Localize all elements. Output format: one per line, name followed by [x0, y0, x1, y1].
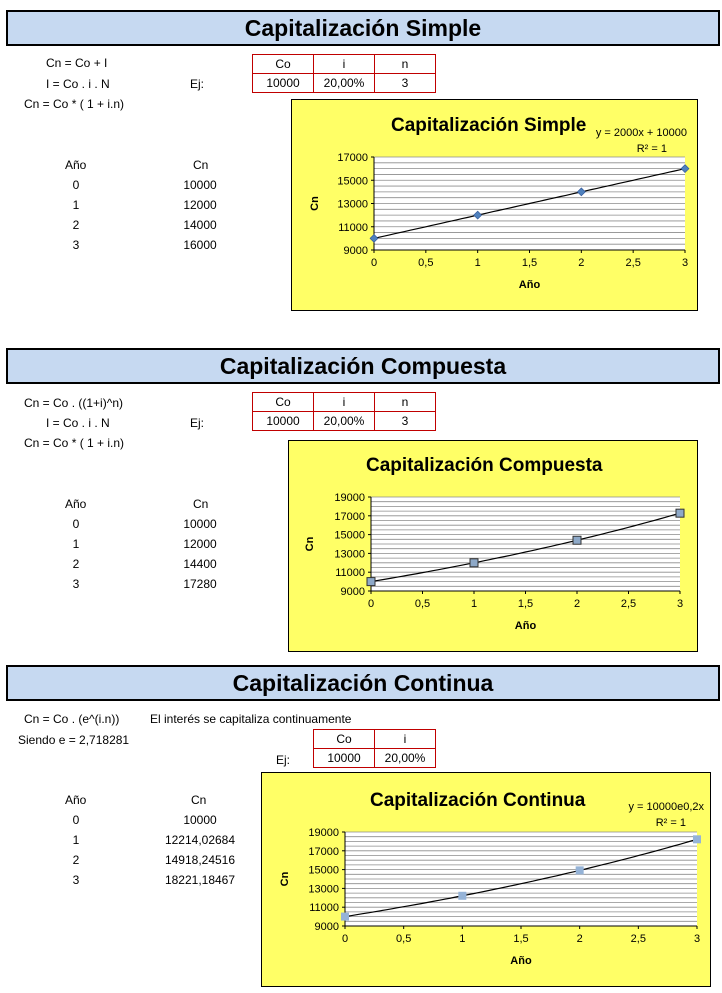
y-tick-label: 19000 [308, 827, 339, 839]
table-header-cn: Cn [193, 158, 209, 172]
trendline-r2: R² = 1 [636, 143, 667, 155]
params-table [313, 729, 436, 768]
param-value: 3 [375, 74, 436, 93]
table-header-cn: Cn [193, 497, 209, 511]
x-tick-label: 1,5 [521, 257, 538, 269]
table-cell-year: 2 [72, 557, 80, 571]
param-header: Co [253, 393, 314, 412]
chart-title: Capitalización Continua [370, 790, 586, 811]
y-tick-label: 15000 [337, 175, 368, 188]
section-note: El interés se capitaliza continuamente [150, 712, 352, 726]
formula-line: Cn = Co + I [46, 56, 108, 70]
chart-plot [262, 773, 712, 988]
table-header-year: Año [65, 158, 87, 172]
formula-line: Cn = Co * ( 1 + i.n) [24, 436, 125, 450]
x-axis-label: Año [510, 955, 532, 967]
formula-line: Cn = Co . ((1+i)^n) [24, 396, 123, 410]
y-tick-label: 9000 [340, 586, 365, 598]
x-tick-label: 2,5 [630, 933, 646, 945]
x-axis-label: Año [514, 620, 537, 632]
table-cell-cn: 12214,02684 [164, 833, 236, 847]
param-header: Co [253, 55, 314, 74]
ej-label: Ej: [190, 77, 205, 91]
chart-plot [289, 441, 699, 653]
chart-plot [292, 100, 699, 312]
y-tick-label: 11000 [335, 567, 365, 580]
data-point [341, 913, 349, 921]
data-point [458, 892, 466, 900]
x-tick-label: 0,5 [414, 598, 431, 610]
section-banner-continua: Capitalización Continua [6, 665, 720, 701]
table-cell-cn: 10000 [183, 813, 217, 827]
trendline-equation: y = 10000e0,2x [628, 801, 704, 813]
y-tick-label: 15000 [334, 529, 365, 542]
chart-title: Capitalización Simple [391, 115, 587, 136]
table-cell-year: 3 [72, 577, 80, 591]
table-cell-year: 0 [72, 517, 80, 531]
table-cell-year: 0 [72, 178, 80, 192]
x-tick-label: 0 [367, 598, 375, 610]
y-tick-label: 9000 [343, 245, 368, 257]
y-tick-label: 13000 [337, 198, 368, 211]
table-cell-cn: 12000 [183, 198, 217, 212]
x-tick-label: 0 [370, 257, 378, 269]
section-banner-compuesta: Capitalización Compuesta [6, 348, 720, 384]
param-value: 10000 [253, 412, 314, 431]
x-tick-label: 1,5 [517, 598, 534, 610]
table-cell-cn: 17280 [183, 577, 217, 591]
x-tick-label: 0 [341, 933, 349, 945]
formula-line: Cn = Co * ( 1 + i.n) [24, 97, 125, 111]
y-tick-label: 11000 [338, 221, 368, 234]
chart-compuesta [288, 440, 698, 652]
x-tick-label: 2 [573, 598, 581, 610]
trendline-r2: R² = 1 [655, 817, 686, 829]
x-tick-label: 2,5 [625, 257, 641, 269]
param-value: 10000 [253, 74, 314, 93]
x-tick-label: 3 [676, 598, 684, 610]
data-point [367, 578, 375, 586]
y-tick-label: 17000 [308, 845, 339, 858]
data-point [470, 559, 478, 567]
x-tick-label: 1,5 [513, 933, 529, 945]
x-tick-label: 0,5 [396, 933, 412, 945]
x-tick-label: 1 [470, 598, 478, 610]
x-tick-label: 2 [576, 933, 583, 945]
y-tick-label: 15000 [308, 864, 339, 877]
params-table [252, 392, 436, 431]
x-tick-label: 3 [681, 257, 689, 269]
table-cell-cn: 14400 [183, 557, 217, 571]
y-tick-label: 13000 [308, 883, 339, 896]
params-table [252, 54, 436, 93]
param-value: 20,00% [314, 412, 375, 431]
formula-line: Siendo e = 2,718281 [18, 733, 130, 747]
data-point [573, 536, 581, 544]
table-cell-cn: 18221,18467 [164, 873, 236, 887]
x-tick-label: 3 [693, 933, 701, 945]
table-cell-cn: 10000 [183, 517, 217, 531]
x-tick-label: 0,5 [418, 257, 434, 269]
table-cell-year: 1 [72, 198, 80, 212]
table-header-year: Año [65, 793, 87, 807]
table-cell-year: 3 [72, 238, 80, 252]
y-tick-label: 19000 [334, 492, 365, 504]
table-cell-cn: 10000 [183, 178, 217, 192]
table-cell-cn: 16000 [183, 238, 217, 252]
table-cell-year: 0 [72, 813, 80, 827]
formula-line: Cn = Co . (e^(i.n)) [24, 712, 120, 726]
param-header: Co [314, 730, 375, 749]
table-header-year: Año [65, 497, 87, 511]
table-cell-cn: 14918,24516 [164, 853, 236, 867]
param-header: i [375, 730, 436, 749]
param-header: n [375, 55, 436, 74]
x-tick-label: 1 [459, 933, 466, 945]
x-tick-label: 2 [578, 257, 585, 269]
x-tick-label: 1 [474, 257, 481, 269]
y-tick-label: 9000 [314, 921, 339, 933]
x-axis-label: Año [518, 279, 541, 291]
table-cell-year: 2 [72, 218, 80, 232]
param-header: i [314, 393, 375, 412]
x-tick-label: 2,5 [620, 598, 637, 610]
table-cell-year: 3 [72, 873, 80, 887]
param-header: i [314, 55, 375, 74]
y-axis-label: Cn [279, 871, 291, 887]
table-header-cn: Cn [191, 793, 207, 807]
ej-label: Ej: [190, 416, 205, 430]
table-cell-year: 2 [72, 853, 80, 867]
param-value: 20,00% [314, 74, 375, 93]
formula-line: I = Co . i . N [46, 77, 110, 91]
chart-title: Capitalización Compuesta [366, 455, 603, 476]
y-axis-label: Cn [304, 536, 316, 552]
data-point [693, 835, 701, 843]
table-cell-year: 1 [72, 537, 80, 551]
formula-line: I = Co . i . N [46, 416, 110, 430]
data-point [576, 866, 584, 874]
trendline-equation: y = 2000x + 10000 [595, 127, 687, 139]
table-cell-cn: 12000 [183, 537, 217, 551]
table-cell-cn: 14000 [183, 218, 217, 232]
param-value: 10000 [314, 749, 375, 768]
y-axis-label: Cn [309, 196, 321, 211]
ej-label: Ej: [276, 753, 291, 767]
param-value: 20,00% [375, 749, 436, 768]
data-point [676, 509, 684, 517]
param-value: 3 [375, 412, 436, 431]
y-tick-label: 17000 [337, 152, 368, 164]
section-banner-simple: Capitalización Simple [6, 10, 720, 46]
param-header: n [375, 393, 436, 412]
chart-simple [291, 99, 698, 311]
y-tick-label: 11000 [309, 902, 339, 915]
chart-continua [261, 772, 711, 987]
y-tick-label: 13000 [334, 548, 365, 561]
y-tick-label: 17000 [334, 510, 365, 523]
table-cell-year: 1 [72, 833, 80, 847]
